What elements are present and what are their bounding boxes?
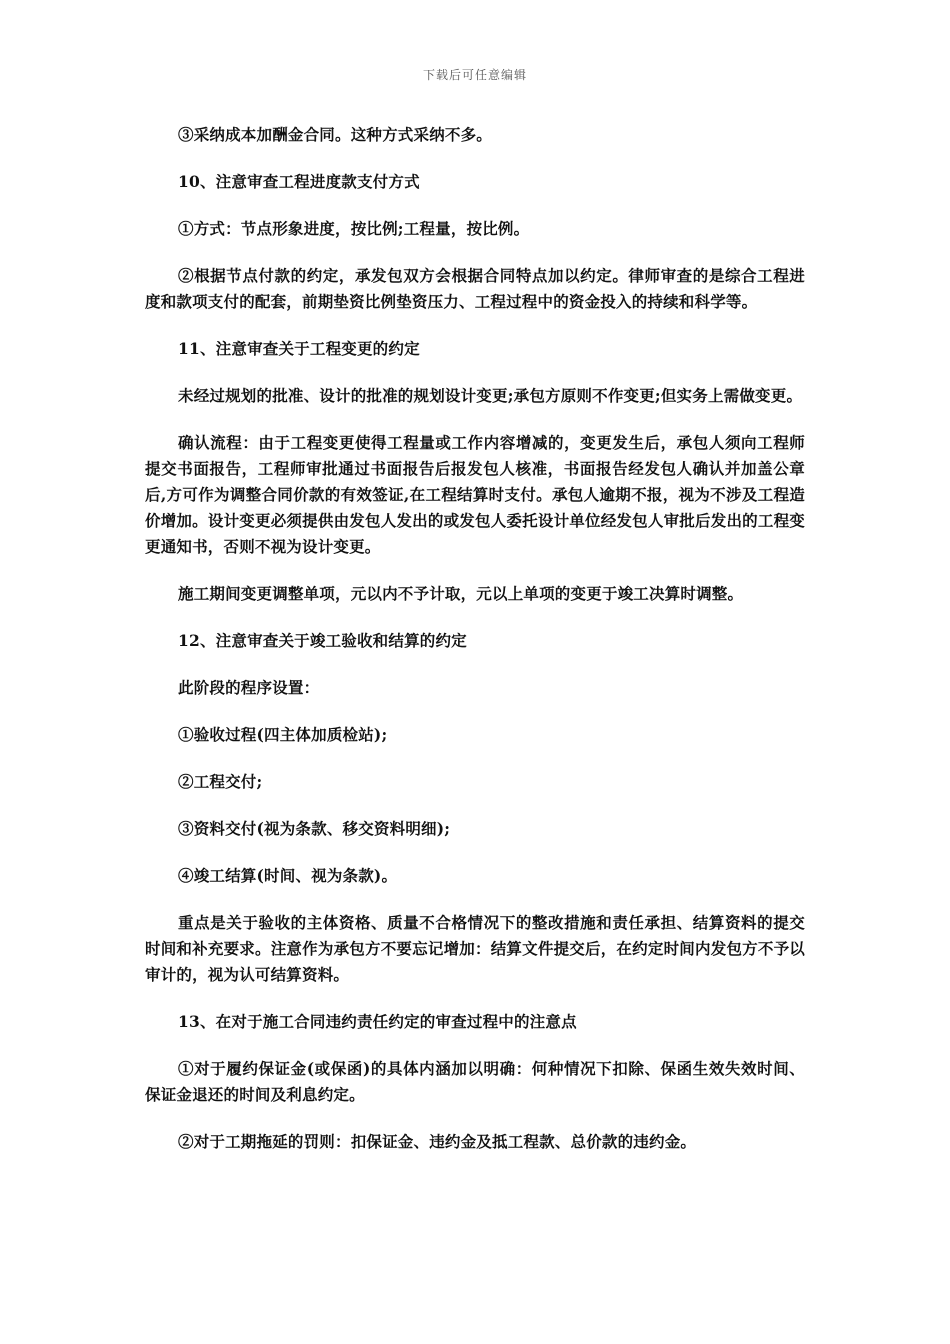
paragraph: ②根据节点付款的约定，承发包双方会根据合同特点加以约定。律师审查的是综合工程进度和款项支付的配套，前期垫资比例垫资压力、工程过程中的资金投入的持续和科学等。 (145, 266, 805, 311)
paragraph: 重点是关于验收的主体资格、质量不合格情况下的整改措施和责任承担、结算资料的提交时间和补充要求。注意作为承包方不要忘记增加：结算文件提交后，在约定时间内发包方不予以审计的，视为认可结算资料。 (145, 913, 805, 984)
document-body (145, 122, 805, 1176)
section-heading-13: 13、在对于施工合同违约责任约定的审查过程中的注意点 (178, 1012, 577, 1031)
paragraph: 施工期间变更调整单项，元以内不予计取，元以上单项的变更于竣工决算时调整。 (178, 584, 744, 603)
section-heading-12: 12、注意审查关于竣工验收和结算的约定 (178, 631, 467, 650)
page-header: 下载后可任意编辑 (422, 68, 527, 82)
section-heading-11: 11、注意审查关于工程变更的约定 (178, 339, 420, 358)
paragraph: 确认流程：由于工程变更使得工程量或工作内容增减的，变更发生后，承包人须向工程师提交书面报告，工程师审批通过书面报告后报发包人核准，书面报告经发包人确认并加盖公章后,方可作为调整合同价款的有效签证,在工程结算时支付。承包人逾期不报，视为不涉及工程造价增加。设计变更必须提供由发包人发出的或发包人委托设计单位经发包人审批后发出的工程变更通知书，否则不视为设计变更。 (145, 433, 805, 556)
paragraph: ③采纳成本加酬金合同。这种方式采纳不多。 (178, 125, 493, 144)
paragraph: 未经过规划的批准、设计的批准的规划设计变更;承包方原则不作变更;但实务上需做变更。 (178, 386, 803, 405)
section-heading-10: 10、注意审查工程进度款支付方式 (178, 172, 420, 191)
paragraph: ①对于履约保证金(或保函)的具体内涵加以明确：何种情况下扣除、保函生效失效时间、保证金退还的时间及利息约定。 (145, 1059, 805, 1104)
paragraph: 此阶段的程序设置： (178, 678, 320, 697)
list-item: ③资料交付(视为条款、移交资料明细); (178, 819, 451, 838)
paragraph: ②对于工期拖延的罚则：扣保证金、违约金及抵工程款、总价款的违约金。 (178, 1132, 697, 1151)
list-item: ④竣工结算(时间、视为条款)。 (178, 866, 398, 885)
paragraph: ①方式：节点形象进度，按比例;工程量，按比例。 (178, 219, 530, 238)
list-item: ①验收过程(四主体加质检站); (178, 725, 388, 744)
list-item: ②工程交付; (178, 772, 263, 791)
